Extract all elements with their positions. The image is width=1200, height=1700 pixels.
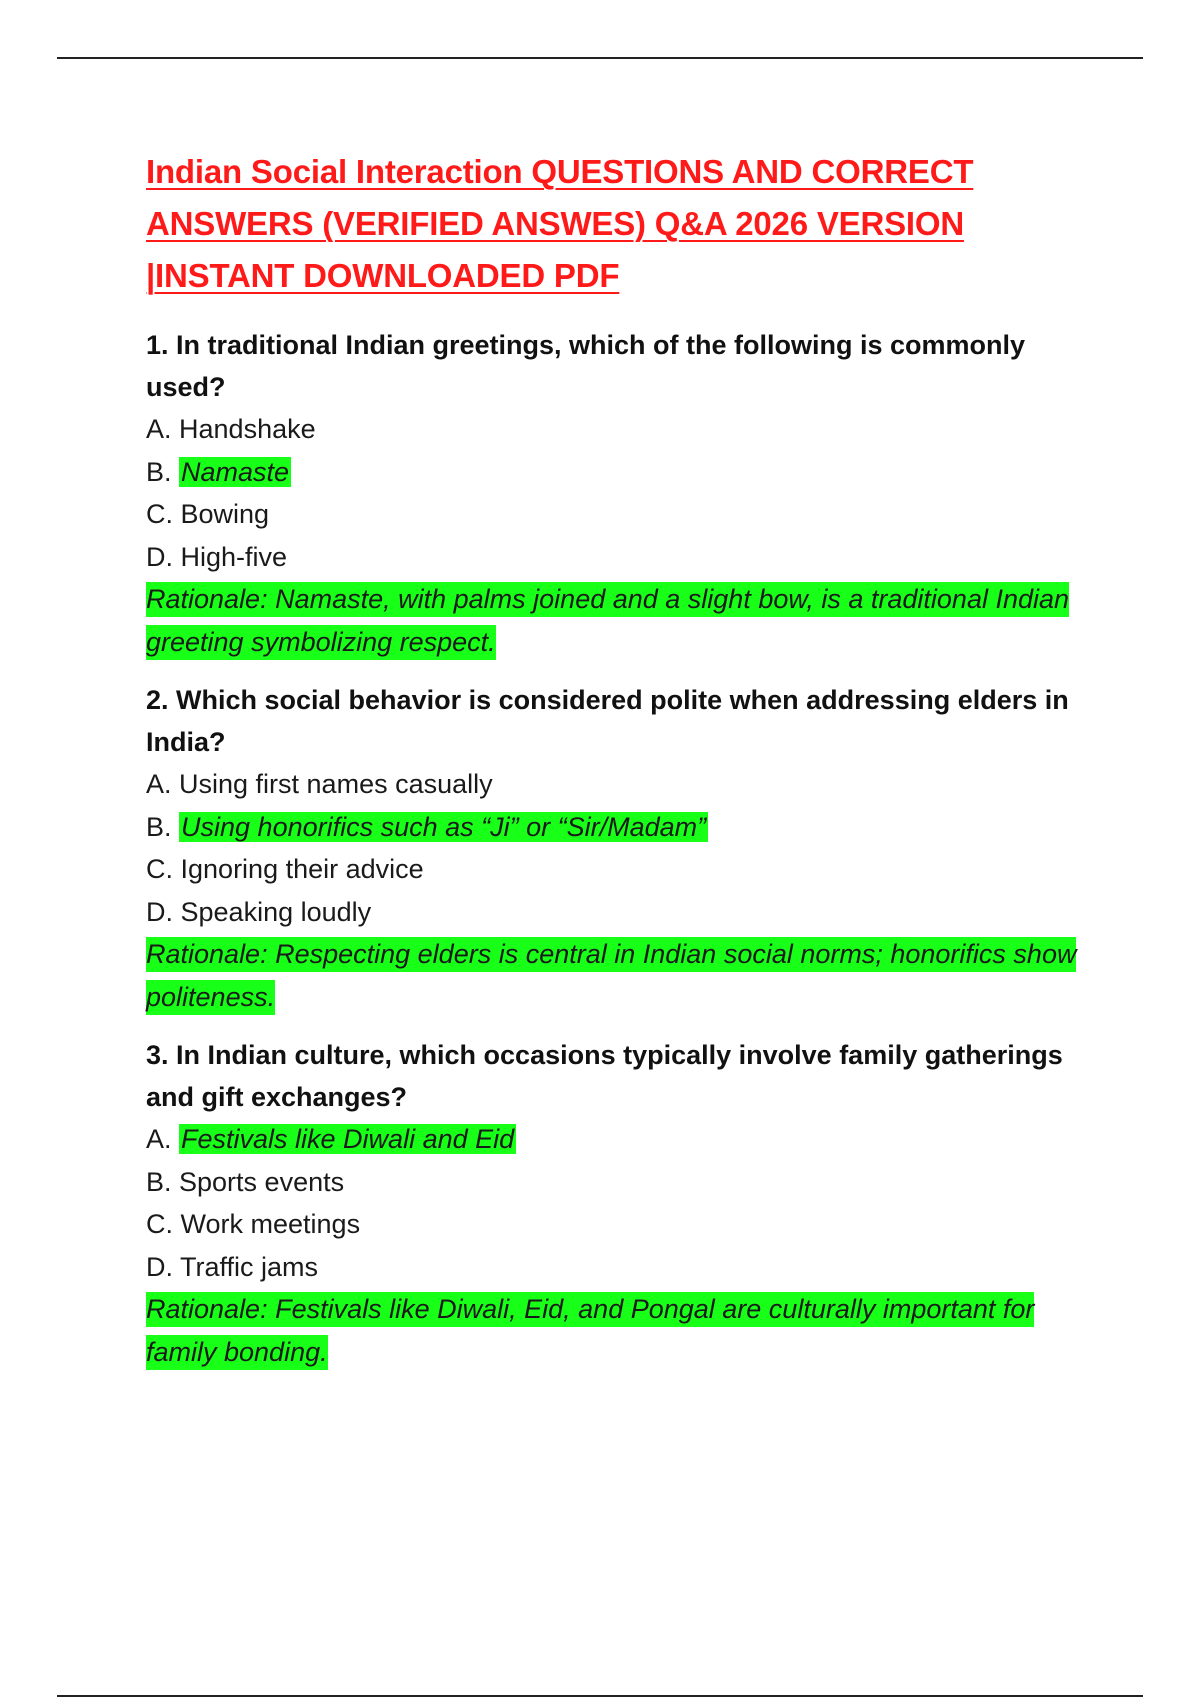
question-text: 1. In traditional Indian greetings, which of the following is commonly used? xyxy=(146,330,1026,402)
option-b: B. Sports events xyxy=(146,1166,345,1197)
question-text: 2. Which social behavior is considered polite when addressing elders in India? xyxy=(146,685,1069,757)
question-text: 3. In Indian culture, which occasions typically involve family gatherings and gift exchanges? xyxy=(146,1040,1063,1112)
correct-answer-highlight: Namaste xyxy=(181,456,290,487)
option-a: A. Using first names casually xyxy=(146,769,493,799)
option-text: Handshake xyxy=(179,414,316,444)
footer-rule xyxy=(57,1695,1143,1697)
option-text: Ignoring their advice xyxy=(180,854,424,884)
option-c: C. Work meetings xyxy=(146,1209,361,1239)
option-b-correct: B. Using honorifics such as “Ji” or “Sir/Madam” xyxy=(146,811,707,842)
option-text: Using first names casually xyxy=(179,769,493,799)
option-a: A. Handshake xyxy=(146,414,316,444)
option-text: Work meetings xyxy=(180,1209,361,1239)
rationale-highlight: Rationale: Respecting elders is central in Indian social norms; honorifics show politeness. xyxy=(146,937,1076,1015)
question-block-3 xyxy=(146,1034,1092,1373)
option-text: Speaking loudly xyxy=(180,896,372,927)
option-b-correct: B. Namaste xyxy=(146,456,290,487)
rationale xyxy=(146,578,1092,663)
option-text: Bowing xyxy=(180,499,270,529)
option-d: D. Traffic jams xyxy=(146,1251,319,1282)
rationale-highlight: Rationale: Namaste, with palms joined and a slight bow, is a traditional Indian greeting symbolizing respect. xyxy=(146,582,1069,660)
correct-answer-highlight: Using honorifics such as “Ji” or “Sir/Madam” xyxy=(181,811,707,842)
question-block-2 xyxy=(146,679,1092,1018)
question-block-1 xyxy=(146,324,1092,663)
document-title: Indian Social Interaction QUESTIONS AND CORRECT ANSWERS (VERIFIED ANSWES) Q&A 2026 VERSION |INSTANT DOWNLOADED PDF xyxy=(146,153,974,294)
option-c: C. Bowing xyxy=(146,499,270,529)
option-d: D. High-five xyxy=(146,541,288,572)
correct-answer-highlight: Festivals like Diwali and Eid xyxy=(181,1124,515,1154)
option-a-correct: A. Festivals like Diwali and Eid xyxy=(146,1124,515,1154)
header-rule xyxy=(57,57,1143,59)
option-d: D. Speaking loudly xyxy=(146,896,372,927)
option-text: Traffic jams xyxy=(180,1251,319,1282)
option-c: C. Ignoring their advice xyxy=(146,854,424,884)
rationale xyxy=(146,933,1092,1018)
option-text: High-five xyxy=(180,541,288,572)
document-body xyxy=(146,146,1092,1389)
rationale-highlight: Rationale: Festivals like Diwali, Eid, and Pongal are culturally important for family bonding. xyxy=(146,1292,1034,1370)
rationale xyxy=(146,1288,1092,1373)
option-text: Sports events xyxy=(179,1166,345,1197)
